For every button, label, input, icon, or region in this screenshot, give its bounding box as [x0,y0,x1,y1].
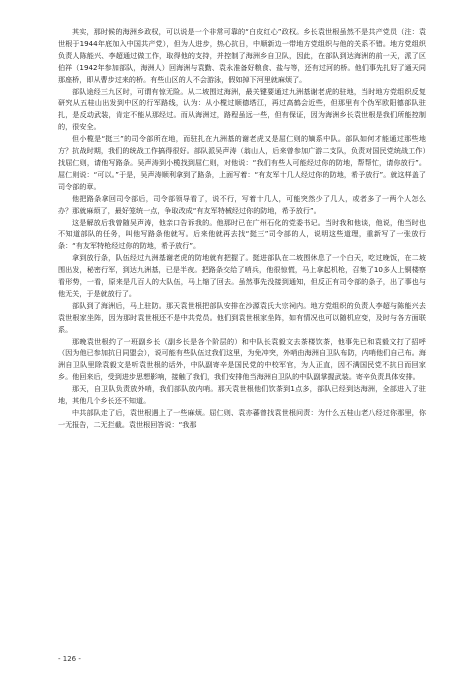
body-paragraph: 那天，自卫队负责放外哨，我们部队放内哨。那天袁世根他们饮茶到1点多，部队已经到达海洲，全部进入了驻地，其他几个乡长还不知道。 [58,384,426,406]
body-paragraph: 那晚袁世根约了一班副乡长（副乡长是各个阶层的）和中队长袁毅文去茶楼饮茶，他事先已和袁毅文打了招呼（因为他已参加抗日同盟会），说可能有些队伍过我们这里，为免冲突，外哨由海洲自卫队布防，内哨他们自己布。海洲自卫队里除袁毅文是听袁世根的话外，中队副寄辛是国民党的中校军官，为人正直，因不满国民党不抗日而回家乡。他回来后，受到进步思想影响，接触了我们，我们安排他当海洲自卫队的中队副掌握武装。寄辛负责具体安排。 [58,336,426,382]
document-page [58,26,426,431]
body-paragraph: 拿到放行条，队伍经过九洲基谢老虎的防地就有把握了。挺进部队在二坡围休息了一个白天，吃过晚饭，在二坡围出发，秘密行军，到达九洲基，已是半夜。把路条交给了哨兵，他很惊慌，马上拿起机枪，召集了10多人上铜楼察看形势，一看，原来是几百人的大队伍，马上缩了回去。虽然事先没接到通知，但反正有司令部的条子，出了事也与他无关，于是就放行了。 [58,253,426,298]
body-paragraph: 部队途经三九区时，可谓有惊无险。从二坡围过海洲，最关键要通过九洲基谢老虎的驻地，当时地方党组织反复研究从五桂山出发到中区的行军路线，认为：从小榄过顺德塔江，再过高鹤会近些，但那里有个伪军欧阳德部队驻扎，是反动武装，肯定不能从那经过。而从海洲过，路程虽远一些，但有保证，因为海洲乡长袁世根是我们所能控制的，很安全。 [58,86,426,132]
body-paragraph: 中共部队走了后，袁世根遇上了一些麻烦。屈仁则、袁亦蕃曾找袁世根问责：为什么五桂山老八经过你那里，你一无报告，二无拦截。袁世根回答说：“我那 [58,408,426,429]
body-paragraph: 他把路条拿回司令部后，司令部领导看了，说不行，写着十几人，可能突然少了几人，或者多了一两个人怎么办？那就麻烦了，最好笼统一点，争取改成“有友军特械经过你的防地，希予放行”。 [58,193,426,215]
body-paragraph: 部队到了海洲后，马上驻防。那天袁世根把部队安排在沙源袁氏大宗祠内。地方党组织的负责人李超与陈能兴去袁世根家坐阵，因为那时袁世根还不是中共党员。他们到袁世根家坐阵，如有情况也可以随机应变，及时与各方面联系。 [58,300,426,334]
body-paragraph: 其实，那时候的海洲乡政权，可以说是一个非常可靠的“白皮红心”政权。乡长袁世根虽然不是共产党员（注：袁世根于1944年底加入中国共产党），但为人进步，热心抗日，中顺新边一带地方党组织与他的关系不错。地方党组织负责人陈能兴、李超通过做工作，取得他的支持，并控制了海洲乡自卫队，因此，在部队到达海洲的前一天，派了区伯祥（1942年参加部队，海洲人）回海洲与袁勤、袁永准备好粮食、盐与等，还有过河的桥。他们事先扎好了通天同那座桥，即从曹步过来的桥。有些山区的人不会游泳，假如掉下河里就麻烦了。 [58,27,426,84]
body-paragraph: 这是解放后我曾随吴声涛，他亲口告诉我的。他那时已在广州石化的党委书记。当时我和他谈，他说，他当时也不知道部队的任务，叫他写路条他就写。后来他就再去找“挺三”司令部的人，说明这些道理，重新写了一张放行条：“有友军特枪经过你的防地，希予放行”。 [58,217,426,251]
body-paragraph: 但小榄是“挺三”的司令部所在地，而驻扎在九洲基的谢老虎又是屈仁则的嫡系中队。部队如何才能通过那些地方？抗战时期，我们的统战工作搞得很好。部队派吴声涛（翁山人，后来曾参加广游二支队，负责对国民党统战工作）找屈仁则，请他写路条。吴声涛到小榄找到屈仁则，对他说：“我们有些人可能经过你的防地，帮帮忙，请你放行”。屈仁则说：“可以。”于是，吴声涛顺利拿到了路条，上面写着：“有友军十几人经过你的防地，希予放行”。就这样盖了司令部的章。 [58,134,426,191]
page-number: - 126 - [58,655,81,663]
